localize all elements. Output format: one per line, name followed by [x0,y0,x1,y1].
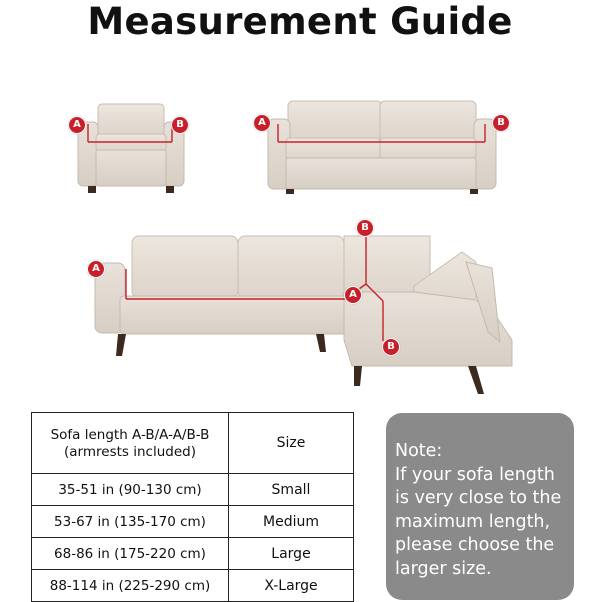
marker-a: A [68,116,86,134]
page-title: Measurement Guide [87,0,513,43]
table-row [32,506,354,538]
length-cell: 53-67 in (135-170 cm) [32,506,229,538]
length-cell: 68-86 in (175-220 cm) [32,538,229,570]
note-line: is very close to the [395,488,562,508]
marker-a: A [344,286,362,304]
marker-a: A [253,114,271,132]
size-cell: Large [229,538,354,570]
note-heading: Note: [395,441,443,461]
note-line: maximum length, [395,511,551,532]
size-cell: Medium [229,506,354,538]
marker-b: B [171,116,189,134]
size-cell: Small [229,474,354,506]
marker-b: B [356,219,374,237]
size-cell: X-Large [229,570,354,602]
size-header: Size [229,413,354,474]
armchair-illustration [78,104,184,193]
note-line: please choose the [395,535,555,555]
marker-b: B [382,338,400,356]
size-table [31,412,354,602]
sectional-sofa-illustration [95,236,512,394]
length-cell: 35-51 in (90-130 cm) [32,474,229,506]
length-cell: 88-114 in (225-290 cm) [32,570,229,602]
length-header [32,413,229,474]
note-box [386,413,574,600]
table-row [32,474,354,506]
note-line: larger size. [395,558,492,579]
marker-b: B [492,114,510,132]
length-header-line2: (armrests included) [64,444,196,460]
length-header-line1: Sofa length A-B/A-A/B-B [50,427,210,443]
three-seat-sofa-illustration [268,101,496,194]
marker-a: A [87,260,105,278]
table-header-row [32,413,354,474]
table-row [32,570,354,602]
note-line: If your sofa length [395,464,555,485]
table-row [32,538,354,570]
